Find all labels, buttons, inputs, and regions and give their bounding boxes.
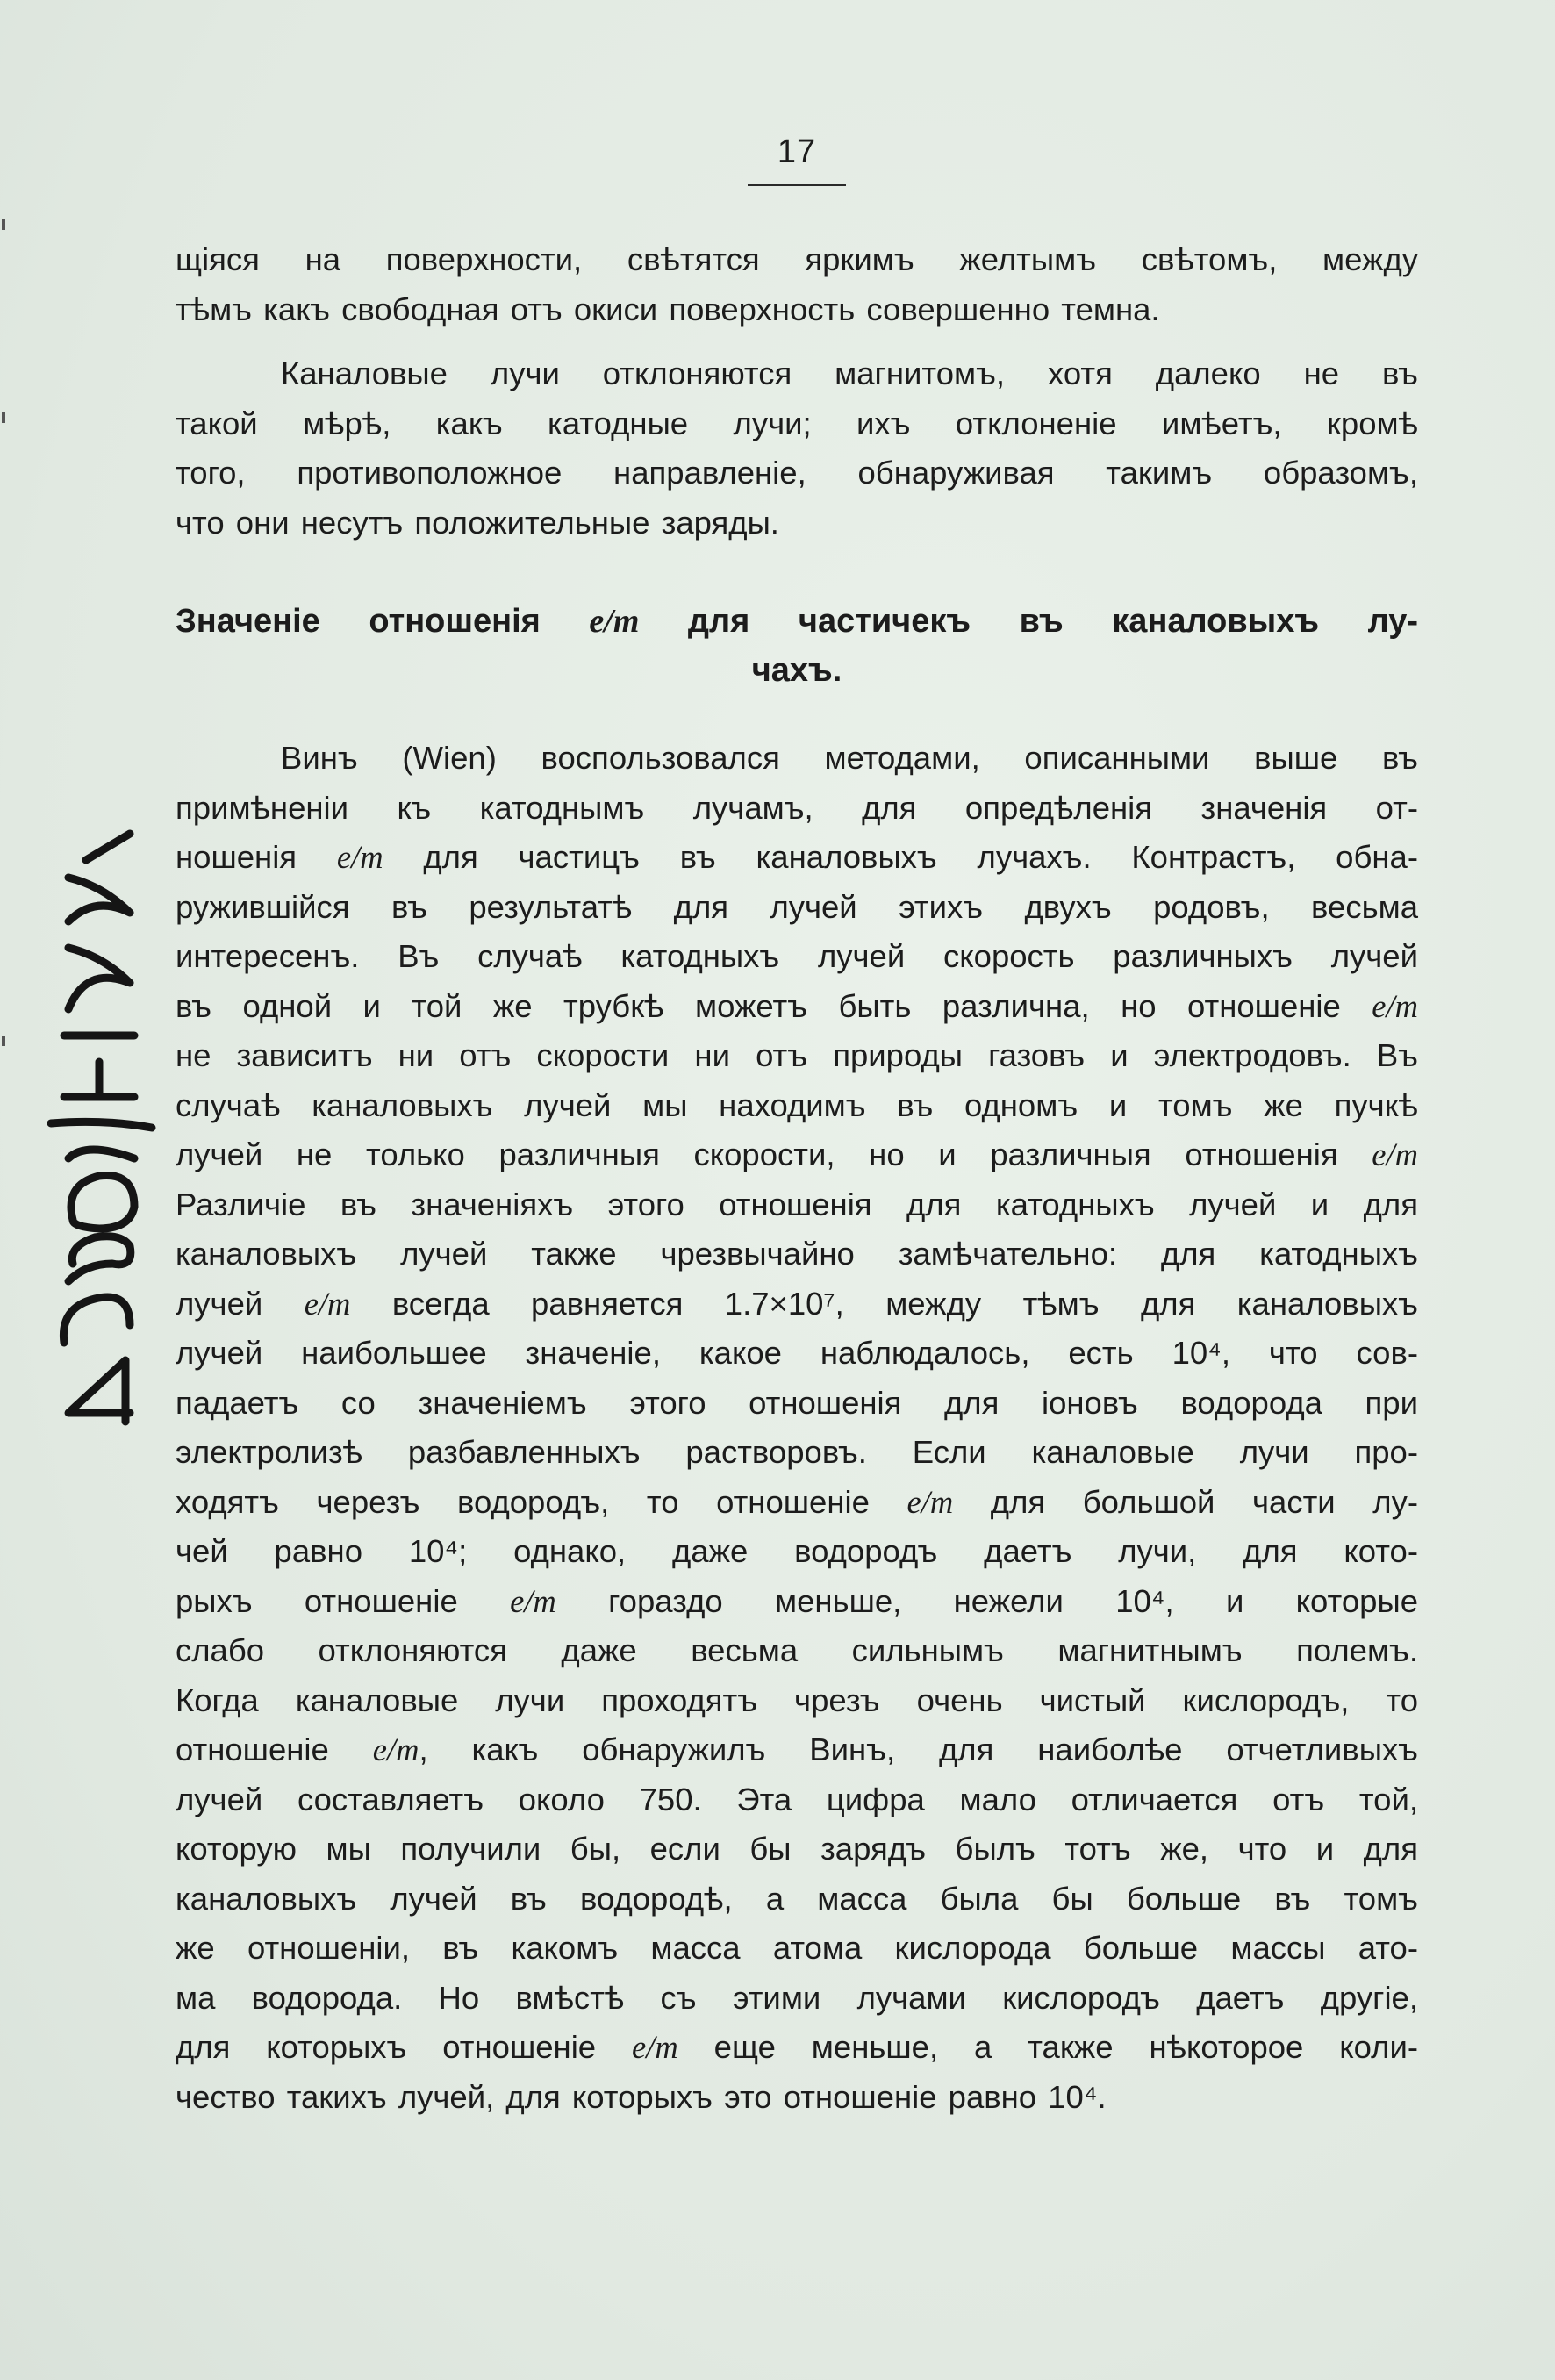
text-line: Каналовые лучи отклоняются магнитомъ, хотя далеко не въ [281, 355, 1418, 391]
text-line: отношеніе e/m, какъ обнаружилъ Винъ, для наиболѣе отчетливыхъ [176, 1731, 1418, 1767]
handwritten-inventory-number [33, 807, 165, 1439]
text-line: каналовыхъ лучей въ водородѣ, а масса была бы больше въ томъ [176, 1880, 1418, 1917]
text-line: для которыхъ отношеніе e/m еще меньше, а также нѣкоторое коли- [176, 2029, 1418, 2065]
text-line: лучей наибольшее значеніе, какое наблюдалось, есть 10⁴, что сов- [176, 1335, 1418, 1371]
text-line: въ одной и той же трубкѣ можетъ быть различна, но отношеніе e/m [176, 987, 1418, 1024]
text-line: примѣненіи къ катоднымъ лучамъ, для опредѣленія значенія от- [176, 789, 1418, 826]
section-heading [176, 597, 1418, 695]
formula-em: e/m [906, 1483, 954, 1520]
handwritten-mark [33, 807, 165, 1439]
formula-em: e/m [632, 2029, 678, 2065]
text-line: слабо отклоняются даже весьма сильнымъ магнитнымъ полемъ. [176, 1632, 1418, 1668]
heading-line-1: Значеніе отношенія e/m для частичекъ въ каналовыхъ лу- [176, 603, 1418, 640]
text-line: Когда каналовые лучи проходятъ чрезъ очень чистый кислородъ, то [176, 1681, 1418, 1718]
text-line: лучей не только различныя скорости, но и различныя отношенія e/m [176, 1136, 1418, 1172]
text-line: того, противоположное направленіе, обнаруживая такимъ образомъ, [176, 455, 1418, 491]
text-line: ходятъ черезъ водородъ, то отношеніе e/m для большой части лу- [176, 1483, 1418, 1520]
text-line: чество такихъ лучей, для которыхъ это отношеніе равно 10⁴. [176, 2078, 1107, 2115]
text-line: каналовыхъ лучей также чрезвычайно замѣчательно: для катодныхъ [176, 1236, 1418, 1272]
text-line: Винъ (Wien) воспользовался методами, описанными выше въ [281, 740, 1418, 776]
scan-mark [2, 412, 5, 423]
text-line: ружившійся въ результатѣ для лучей этихъ двухъ родовъ, весьма [176, 888, 1418, 925]
scan-mark [2, 1036, 5, 1046]
text-line: ма водорода. Но вмѣстѣ съ этими лучами кислородъ даетъ другіе, [176, 1979, 1418, 2016]
paragraph-1 [176, 235, 1418, 334]
text-line: такой мѣрѣ, какъ катодные лучи; ихъ отклоненіе имѣетъ, кромѣ [176, 405, 1418, 441]
text-line: падаетъ со значеніемъ этого отношенія для іоновъ водорода при [176, 1384, 1418, 1421]
text-line: Различіе въ значеніяхъ этого отношенія для катодныхъ лучей и для [176, 1186, 1418, 1222]
formula-em: e/m [589, 603, 640, 640]
formula-em: e/m [1372, 987, 1418, 1024]
text-line: не зависитъ ни отъ скорости ни отъ природы газовъ и электродовъ. Въ [176, 1037, 1418, 1073]
text-line: же отношеніи, въ какомъ масса атома кислорода больше массы ато- [176, 1930, 1418, 1966]
page-number: 17 [777, 133, 817, 170]
formula-em: e/m [510, 1582, 556, 1619]
text-line: рыхъ отношеніе e/m гораздо меньше, нежели 10⁴, и которые [176, 1582, 1418, 1619]
page-number-rule [748, 184, 846, 186]
formula-em: e/m [336, 839, 383, 875]
text-line: которую мы получили бы, если бы зарядъ былъ тотъ же, что и для [176, 1831, 1418, 1867]
text-line: чей равно 10⁴; однако, даже водородъ даетъ лучи, для кото- [176, 1533, 1418, 1569]
text-line: ношенія e/m для частицъ въ каналовыхъ лучахъ. Контрастъ, обна- [176, 839, 1418, 875]
paragraph-2 [176, 349, 1418, 548]
text-line: интересенъ. Въ случаѣ катодныхъ лучей скорость различныхъ лучей [176, 938, 1418, 974]
formula-em: e/m [1372, 1136, 1418, 1172]
text-line: тѣмъ какъ свободная отъ окиси поверхность совершенно темна. [176, 290, 1160, 327]
text-line: лучей составляетъ около 750. Эта цифра мало отличается отъ той, [176, 1781, 1418, 1817]
scan-mark [2, 219, 5, 230]
formula-em: e/m [372, 1731, 419, 1767]
paragraph-3 [176, 734, 1418, 2122]
text-line: лучей e/m всегда равняется 1.7×10⁷, между тѣмъ для каналовыхъ [176, 1285, 1418, 1322]
formula-em: e/m [304, 1285, 351, 1322]
text-line: что они несутъ положительные заряды. [176, 504, 779, 541]
text-line: щіяся на поверхности, свѣтятся яркимъ желтымъ свѣтомъ, между [176, 241, 1418, 277]
text-line: случаѣ каналовыхъ лучей мы находимъ въ одномъ и томъ же пучкѣ [176, 1086, 1418, 1123]
text-line: электролизѣ разбавленныхъ растворовъ. Если каналовые лучи про- [176, 1434, 1418, 1470]
heading-line-2: чахъ. [751, 652, 842, 689]
